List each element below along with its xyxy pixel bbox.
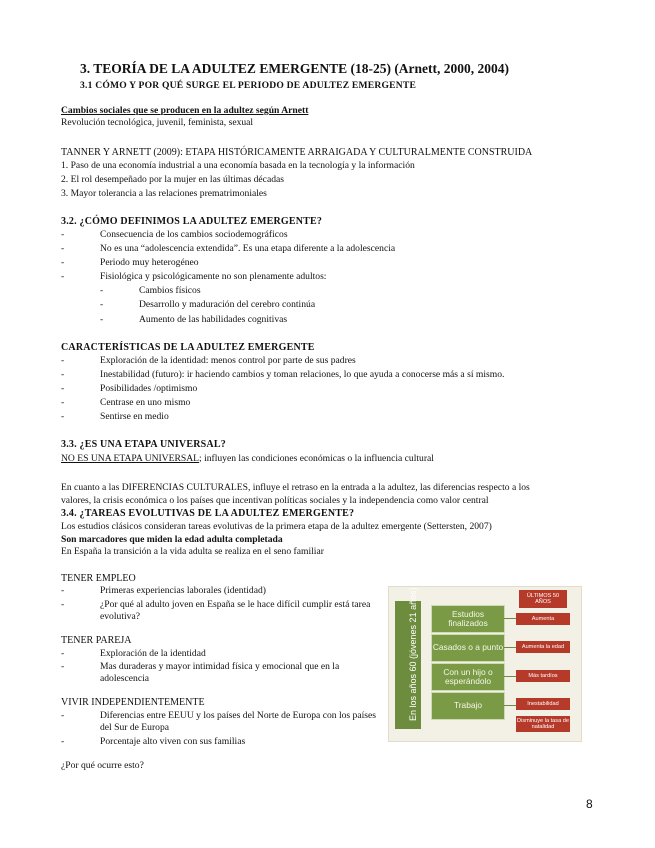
s32-item: - Periodo muy heterogéneo — [100, 257, 199, 269]
figure-tag: Más tardíos — [516, 670, 570, 682]
pareja-heading: TENER PAREJA — [61, 635, 132, 646]
subsection-title: 3.1 CÓMO Y POR QUÉ SURGE EL PERIODO DE ADULTEZ EMERGENTE — [80, 80, 417, 91]
s32-subitem: - Cambios físicos — [139, 285, 201, 297]
caract-item: - Centrase en uno mismo — [100, 397, 190, 409]
figure-connector — [504, 618, 516, 619]
adulthood-markers-figure — [388, 586, 582, 742]
s34-line: En España la transición a la vida adulta se realiza en el seno familiar — [61, 546, 324, 557]
s32-item: - Consecuencia de los cambios sociodemográficos — [100, 229, 288, 241]
figure-tag: Inestabilidad — [516, 698, 570, 710]
s33-heading: 3.3. ¿ES UNA ETAPA UNIVERSAL? — [61, 439, 226, 450]
figure-vertical-bar — [395, 587, 421, 729]
cambios-heading: Cambios sociales que se producen en la adultez según Arnett — [61, 105, 309, 116]
figure-box: Estudios finalizados — [431, 605, 505, 633]
s33-para-line: En cuanto a las DIFERENCIAS CULTURALES, influye el retraso en la entrada a la adultez, las diferencias respecto a los — [61, 482, 530, 493]
s34-heading: 3.4. ¿TAREAS EVOLUTIVAS DE LA ADULTEZ EMERGENTE? — [61, 508, 355, 519]
pareja-item: - Mas duraderas y mayor intimidad física y emocional que en la adolescencia — [100, 661, 380, 685]
figure-box: Trabajo — [431, 692, 505, 720]
s32-subitem: - Desarrollo y maduración del cerebro continúa — [139, 299, 315, 311]
figure-tag: Disminuye la tasa de natalidad — [517, 718, 569, 730]
page-number: 8 — [586, 797, 593, 811]
figure-vertical-label: En los años 60 (jóvenes 21 años) — [408, 587, 418, 721]
s32-item: - Fisiológica y psicológicamente no son plenamente adultos: — [100, 271, 326, 283]
closing-question: ¿Por qué ocurre esto? — [61, 760, 144, 771]
figure-header: ÚLTIMOS 50 AÑOS — [519, 590, 567, 608]
s32-item: - No es una “adolescencia extendida”. Es una etapa diferente a la adolescencia — [100, 243, 395, 255]
s33-para-line: valores, la crisis económica o los países que incentivan políticas sociales y la independencia como valor central — [61, 495, 489, 506]
empleo-item: - Primeras experiencias laborales (identidad) — [100, 585, 266, 597]
tanner-heading: TANNER Y ARNETT (2009): ETAPA HISTÓRICAMENTE ARRAIGADA Y CULTURALMENTE CONSTRUIDA — [61, 147, 533, 158]
cambios-line: Revolución tecnológica, juvenil, feminista, sexual — [61, 117, 254, 128]
s32-subitem: - Aumento de las habilidades cognitivas — [139, 314, 287, 326]
empleo-item: - ¿Por qué al adulto joven en España se le hace difícil cumplir está tarea evolutiva? — [100, 599, 382, 623]
caract-item: - Exploración de la identidad: menos control por parte de sus padres — [100, 355, 356, 367]
caract-item: - Posibilidades /optimismo — [100, 383, 197, 395]
figure-box: Casados o a punto — [431, 634, 505, 662]
caract-item: - Sentirse en medio — [100, 411, 169, 423]
tanner-item: 1. Paso de una economía industrial a una economía basada en la tecnología y la información — [61, 160, 415, 171]
s33-underlined: NO ES UNA ETAPA UNIVERSAL — [61, 453, 199, 464]
s34-line: Los estudios clásicos consideran tareas evolutivas de la primera etapa de la adultez emergente (Settersten, 2007) — [61, 521, 492, 532]
figure-box: Con un hijo o esperándolo — [431, 663, 505, 691]
tanner-item: 3. Mayor tolerancia a las relaciones prematrimoniales — [61, 188, 267, 199]
caract-heading: CARACTERÍSTICAS DE LA ADULTEZ EMERGENTE — [61, 342, 315, 353]
s34-bold: Son marcadores que miden la edad adulta completada — [61, 534, 283, 545]
s33-line — [61, 453, 434, 465]
vivir-heading: VIVIR INDEPENDIENTEMENTE — [61, 697, 205, 708]
figure-connector — [504, 676, 516, 677]
figure-tag: Aumenta — [516, 613, 570, 625]
figure-connector — [504, 647, 516, 648]
vivir-item: - Porcentaje alto viven con sus familias — [100, 736, 245, 748]
tanner-item: 2. El rol desempeñado por la mujer en las últimas décadas — [61, 174, 284, 185]
figure-tag: Aumenta la edad — [516, 641, 570, 653]
figure-connector — [504, 705, 516, 706]
s33-rest: ; influyen las condiciones económicas o la influencia cultural — [199, 453, 434, 464]
pareja-item: - Exploración de la identidad — [100, 648, 206, 660]
caract-item: - Inestabilidad (futuro): ir haciendo cambios y toman relaciones, lo que ayuda a conocerse más a sí mismo. — [100, 369, 504, 381]
vivir-item: - Diferencias entre EEUU y los países del Norte de Europa con los países del Sur de Europa — [100, 710, 385, 734]
s32-heading: 3.2. ¿CÓMO DEFINIMOS LA ADULTEZ EMERGENTE? — [61, 216, 323, 227]
section-title: 3. TEORÍA DE LA ADULTEZ EMERGENTE (18-25) (Arnett, 2000, 2004) — [80, 61, 510, 76]
empleo-heading: TENER EMPLEO — [61, 573, 136, 584]
